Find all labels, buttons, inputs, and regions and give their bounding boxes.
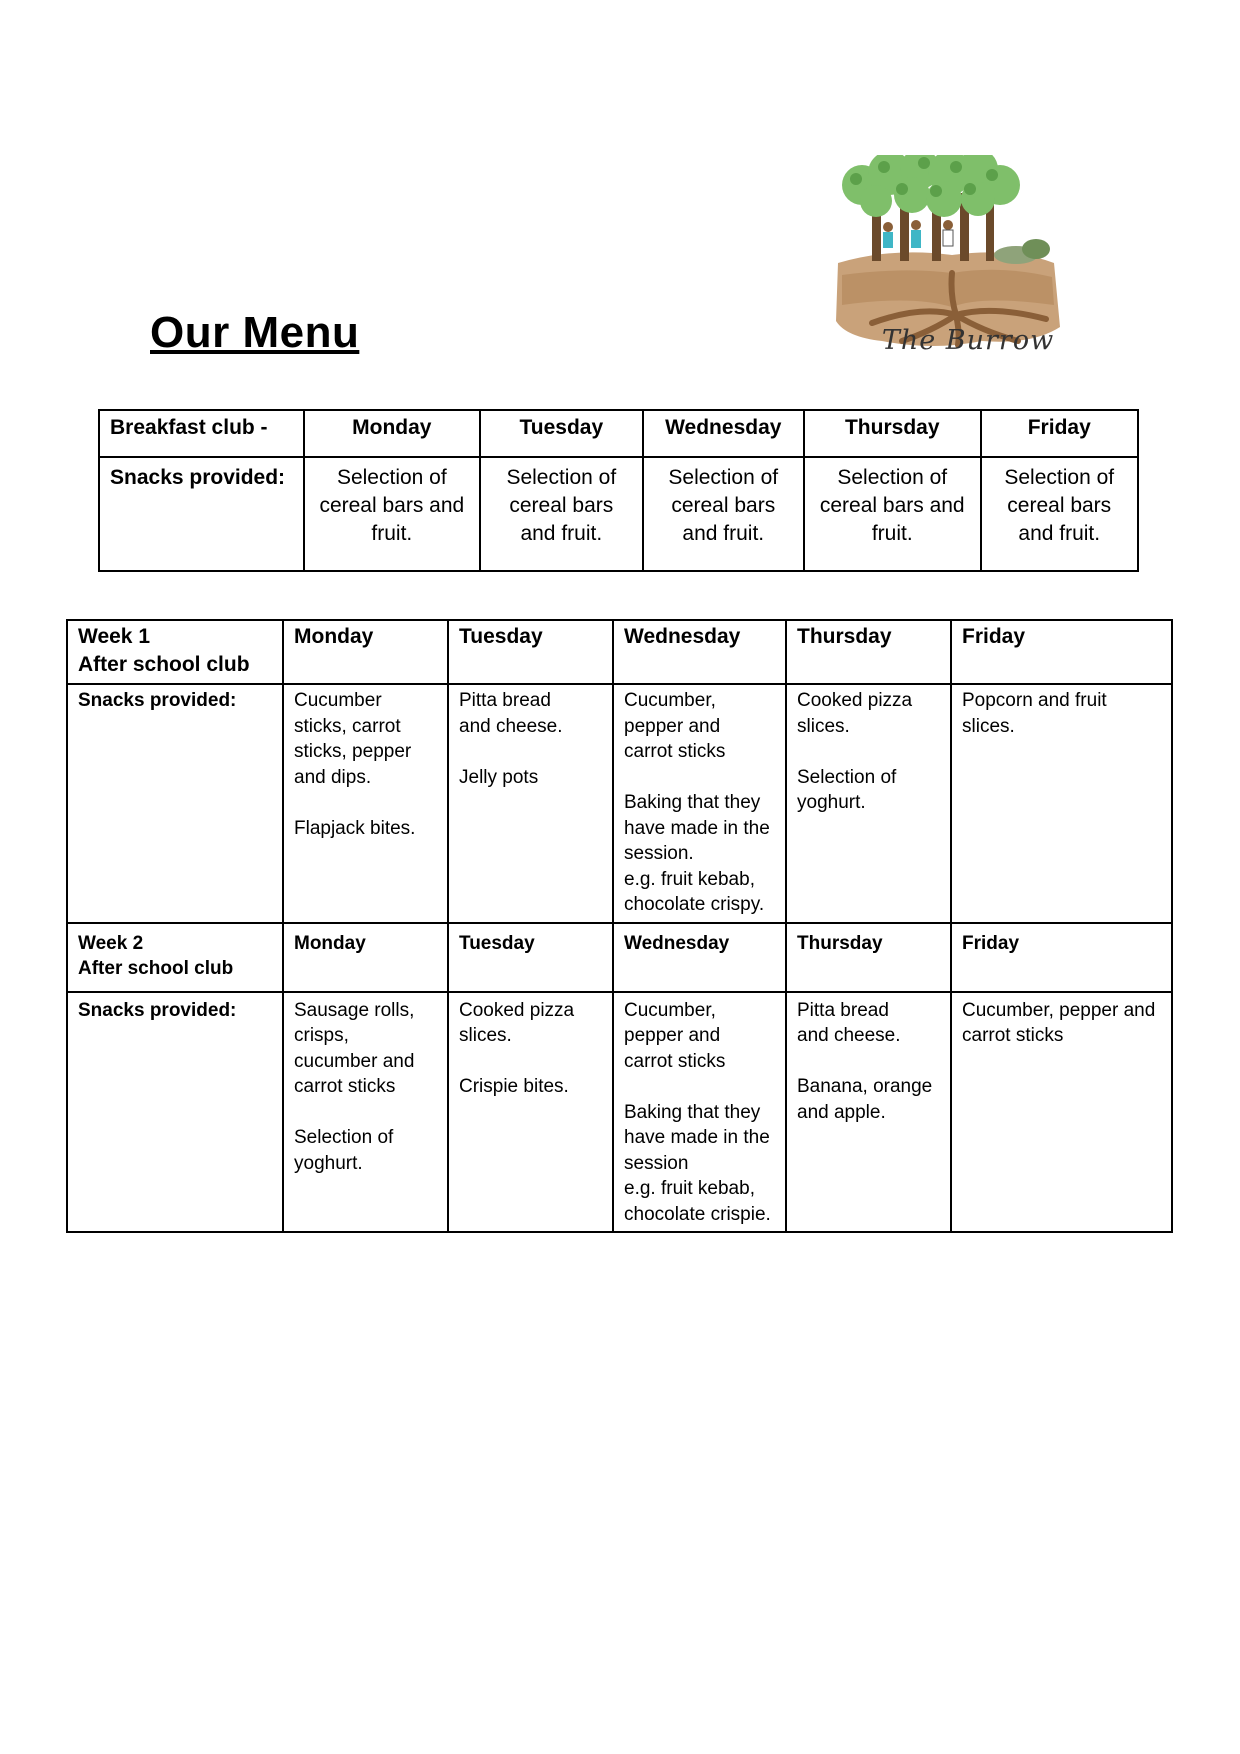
day-header-thursday: Thursday (786, 923, 951, 992)
snack-cell: Cucumber, pepper and carrot sticks Baking that they have made in the session e.g. fruit kebab, chocolate crispie. (613, 992, 786, 1233)
snacks-label: Snacks provided: (67, 992, 283, 1233)
week2-label: Week 2 After school club (67, 923, 283, 992)
snack-cell: Pitta bread and cheese. Jelly pots (448, 684, 613, 923)
day-header-wednesday: Wednesday (643, 410, 804, 457)
breakfast-snacks-row (99, 457, 1138, 571)
snack-cell: Selection of cereal bars and fruit. (981, 457, 1139, 571)
burrow-logo (832, 155, 1062, 367)
snack-cell: Selection of cereal bars and fruit. (643, 457, 804, 571)
snack-cell: Cucumber sticks, carrot sticks, pepper and dips. Flapjack bites. (283, 684, 448, 923)
snacks-label: Snacks provided: (99, 457, 304, 571)
snack-cell: Cucumber, pepper and carrot sticks (951, 992, 1172, 1233)
snack-cell: Cooked pizza slices. Crispie bites. (448, 992, 613, 1233)
snacks-label: Snacks provided: (67, 684, 283, 923)
week2-snacks-row (67, 992, 1172, 1233)
day-header-wednesday: Wednesday (613, 620, 786, 684)
snack-cell: Pitta bread and cheese. Banana, orange and apple. (786, 992, 951, 1233)
day-header-thursday: Thursday (804, 410, 981, 457)
snack-cell: Popcorn and fruit slices. (951, 684, 1172, 923)
day-header-tuesday: Tuesday (480, 410, 642, 457)
logo-text: The Burrow (881, 325, 1055, 356)
day-header-tuesday: Tuesday (448, 923, 613, 992)
snack-cell: Sausage rolls, crisps, cucumber and carrot sticks Selection of yoghurt. (283, 992, 448, 1233)
week1-snacks-row (67, 684, 1172, 923)
snack-cell: Selection of cereal bars and fruit. (804, 457, 981, 571)
snack-cell: Cooked pizza slices. Selection of yoghurt. (786, 684, 951, 923)
week1-header-row (67, 620, 1172, 684)
week2-header-row (67, 923, 1172, 992)
day-header-wednesday: Wednesday (613, 923, 786, 992)
day-header-friday: Friday (981, 410, 1139, 457)
day-header-monday: Monday (283, 923, 448, 992)
day-header-thursday: Thursday (786, 620, 951, 684)
breakfast-club-table (98, 409, 1139, 572)
snack-cell: Cucumber, pepper and carrot sticks Baking that they have made in the session. e.g. fruit kebab, chocolate crispy. (613, 684, 786, 923)
snack-cell: Selection of cereal bars and fruit. (480, 457, 642, 571)
page-title: Our Menu (150, 308, 360, 357)
breakfast-header-row (99, 410, 1138, 457)
breakfast-club-label: Breakfast club - (99, 410, 304, 457)
after-school-club-table (66, 619, 1173, 1233)
day-header-monday: Monday (304, 410, 481, 457)
day-header-friday: Friday (951, 923, 1172, 992)
day-header-monday: Monday (283, 620, 448, 684)
week1-label: Week 1 After school club (67, 620, 283, 684)
day-header-tuesday: Tuesday (448, 620, 613, 684)
day-header-friday: Friday (951, 620, 1172, 684)
snack-cell: Selection of cereal bars and fruit. (304, 457, 481, 571)
